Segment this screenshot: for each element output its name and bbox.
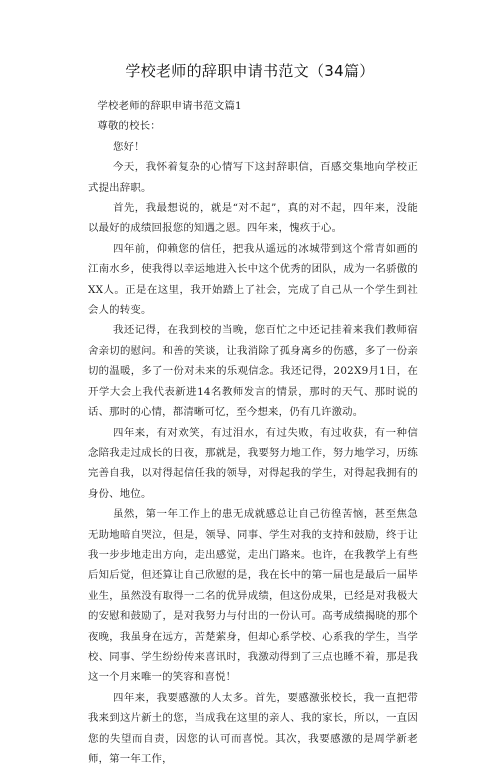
document-body: [88, 96, 418, 769]
paragraph: 首先，我最想说的，就是“对不起”，真的对不起，四年来，没能以最好的成绩回报您的知遇之恩。四年来，愧疚于心。: [88, 202, 418, 235]
greeting: 您好！: [112, 140, 145, 153]
paragraph: 四年来，我要感激的人太多。首先，要感激张校长，我一直把带我来到这片新土的您，当成我在这里的亲人、我的家长，所以，一直因您的失望而自责，因您的认可而喜悦。其次，我要感激的是周学新老师，第一年工作，: [88, 691, 418, 765]
paragraph: 我还记得，在我到校的当晚，您百忙之中还记挂着来我们教师宿舍亲切的慰问。和善的笑谈，让我消除了孤身离乡的伤感，多了一份亲切的温暖，多了一份对未来的乐观信念。我还记得，202X9月1日，在开学大会上我代表新进14名教师发言的情景，那时的天气、那时说的话、那时的心情，都清晰可忆，至今想来，仍有几许激动。: [88, 324, 418, 419]
document-title: 学校老师的辞职申请书范文（34篇）: [125, 62, 375, 80]
paragraph: 四年前，仰赖您的信任，把我从遥远的冰城带到这个常青如画的江南水乡，使我得以幸运地进入长中这个优秀的团队，成为一名骄傲的XX人。正是在这里，我开始踏上了社会，完成了自己从一个学生到社会人的转变。: [88, 242, 418, 317]
salutation: 尊敬的校长：: [97, 120, 161, 133]
section-heading: 学校老师的辞职申请书范文篇1: [97, 100, 242, 112]
paragraph: 虽然，第一年工作上的患无成就感总让自己彷徨苦恼，甚至焦急无助地暗自哭泣，但是，领导、同事、学生对我的支持和鼓励，终于让我一步步地走出方向，走出感觉，走出门路来。也许，在我教学上有些后知后觉，但还算让自己欣慰的是，我在长中的第一届也是最后一届毕业生，虽然没有取得一二名的优异成绩，但这份成果，已经是对我极大的安慰和鼓励了，是对我努力与付出的一份认可。高考成绩揭晓的那个夜晚，我虽身在远方，苦楚萦身，但却心系学校、心系我的学生，当学校、同事、学生纷纷传来喜讯时，我激动得到了三点也睡不着，那是我这一个月来唯一的笑容和喜悦！: [88, 508, 418, 684]
paragraph: 四年来，有对欢笑，有过泪水，有过失败，有过收获，有一种信念陪我走过成长的日夜，那就是，我要努力地工作，努力地学习，历练完善自我，以对得起信任我的领导，对得起我的学生，对得起我拥有的身份、地位。: [88, 426, 418, 500]
paragraph: 今天，我怀着复杂的心情写下这封辞职信，百感交集地向学校正式提出辞职。: [88, 161, 418, 194]
